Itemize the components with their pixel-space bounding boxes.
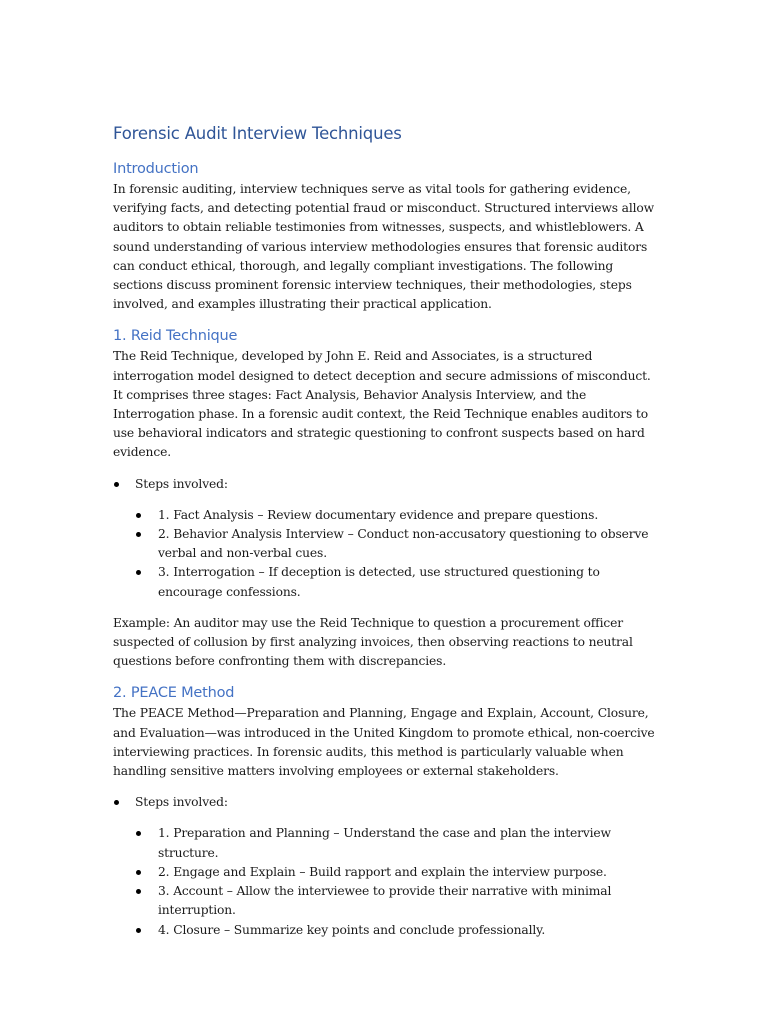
peace-section: [113, 685, 660, 939]
peace-step-2: 2. Engage and Explain – Build rapport and explain the interview purpose.: [158, 864, 607, 879]
list-item: [113, 863, 660, 882]
bullet-icon: [114, 482, 119, 487]
bullet-icon: [136, 831, 141, 836]
reid-step-2: 2. Behavior Analysis Interview – Conduct non-accusatory questioning to observe verbal and non-verbal cues.: [158, 527, 649, 561]
reid-steps: [113, 506, 660, 602]
reid-text: The Reid Technique, developed by John E. Reid and Associates, is a structured interrogation model designed to detect deception and secure admissions of misconduct. It comprises three stages: Fact Analysis, Behavior Analysis Interview, and the Interrogation phase. In a forensic audit context, the Reid Technique enables auditors to use behavioral indicators and strategic questioning to confront suspects based on hard evidence.: [113, 349, 651, 460]
introduction-section: [113, 161, 660, 314]
peace-step-4: 4. Closure – Summarize key points and conclude professionally.: [158, 922, 546, 937]
reid-step-1: 1. Fact Analysis – Review documentary evidence and prepare questions.: [158, 507, 599, 522]
bullet-icon: [136, 870, 141, 875]
list-item: [113, 506, 660, 525]
introduction-heading: Introduction: [113, 161, 199, 177]
reid-step-3: 3. Interrogation – If deception is detected, use structured questioning to encourage confessions.: [158, 565, 600, 599]
list-item: [113, 563, 660, 601]
peace-text: The PEACE Method—Preparation and Planning, Engage and Explain, Account, Closure, and Evaluation—was introduced in the United Kingdom to promote ethical, non-coercive interviewing practices. In forensic audits, this method is particularly valuable when handling sensitive matters involving employees or external stakeholders.: [113, 706, 655, 779]
bullet-icon: [136, 928, 141, 933]
peace-steps-label-item: [113, 793, 660, 812]
reid-steps-label-item: [113, 475, 660, 494]
list-item: [113, 921, 660, 940]
bullet-icon: [136, 570, 141, 575]
peace-steps: [113, 824, 660, 939]
reid-section: [113, 328, 660, 671]
bullet-icon: [136, 532, 141, 537]
list-item: [113, 882, 660, 920]
bullet-icon: [136, 889, 141, 894]
peace-steps-label: Steps involved:: [135, 795, 228, 810]
bullet-icon: [136, 513, 141, 518]
reid-heading: 1. Reid Technique: [113, 328, 238, 345]
peace-step-3: 3. Account – Allow the interviewee to provide their narrative with minimal interruption.: [158, 884, 612, 918]
reid-example: Example: An auditor may use the Reid Technique to question a procurement officer suspected of collusion by first analyzing invoices, then observing reactions to neutral questions before confronting them with discrepancies.: [113, 615, 633, 669]
reid-steps-label: Steps involved:: [135, 476, 228, 491]
list-item: [113, 525, 660, 563]
peace-heading: 2. PEACE Method: [113, 685, 235, 702]
introduction-text: In forensic auditing, interview techniques serve as vital tools for gathering evidence, verifying facts, and detecting potential fraud or misconduct. Structured interviews allow auditors to obtain reliable testimonies from witnesses, suspects, and whistleblowers. A sound understanding of various interview methodologies ensures that forensic auditors can conduct ethical, thorough, and legally compliant investigations. The following sections discuss prominent forensic interview techniques, their methodologies, steps involved, and examples illustrating their practical application.: [113, 182, 655, 312]
reid-steps-list: [113, 475, 660, 494]
bullet-icon: [114, 800, 119, 805]
document-title: Forensic Audit Interview Techniques: [113, 124, 402, 143]
list-item: [113, 824, 660, 862]
peace-step-1: 1. Preparation and Planning – Understand the case and plan the interview structure.: [158, 826, 611, 860]
peace-steps-list: [113, 793, 660, 812]
